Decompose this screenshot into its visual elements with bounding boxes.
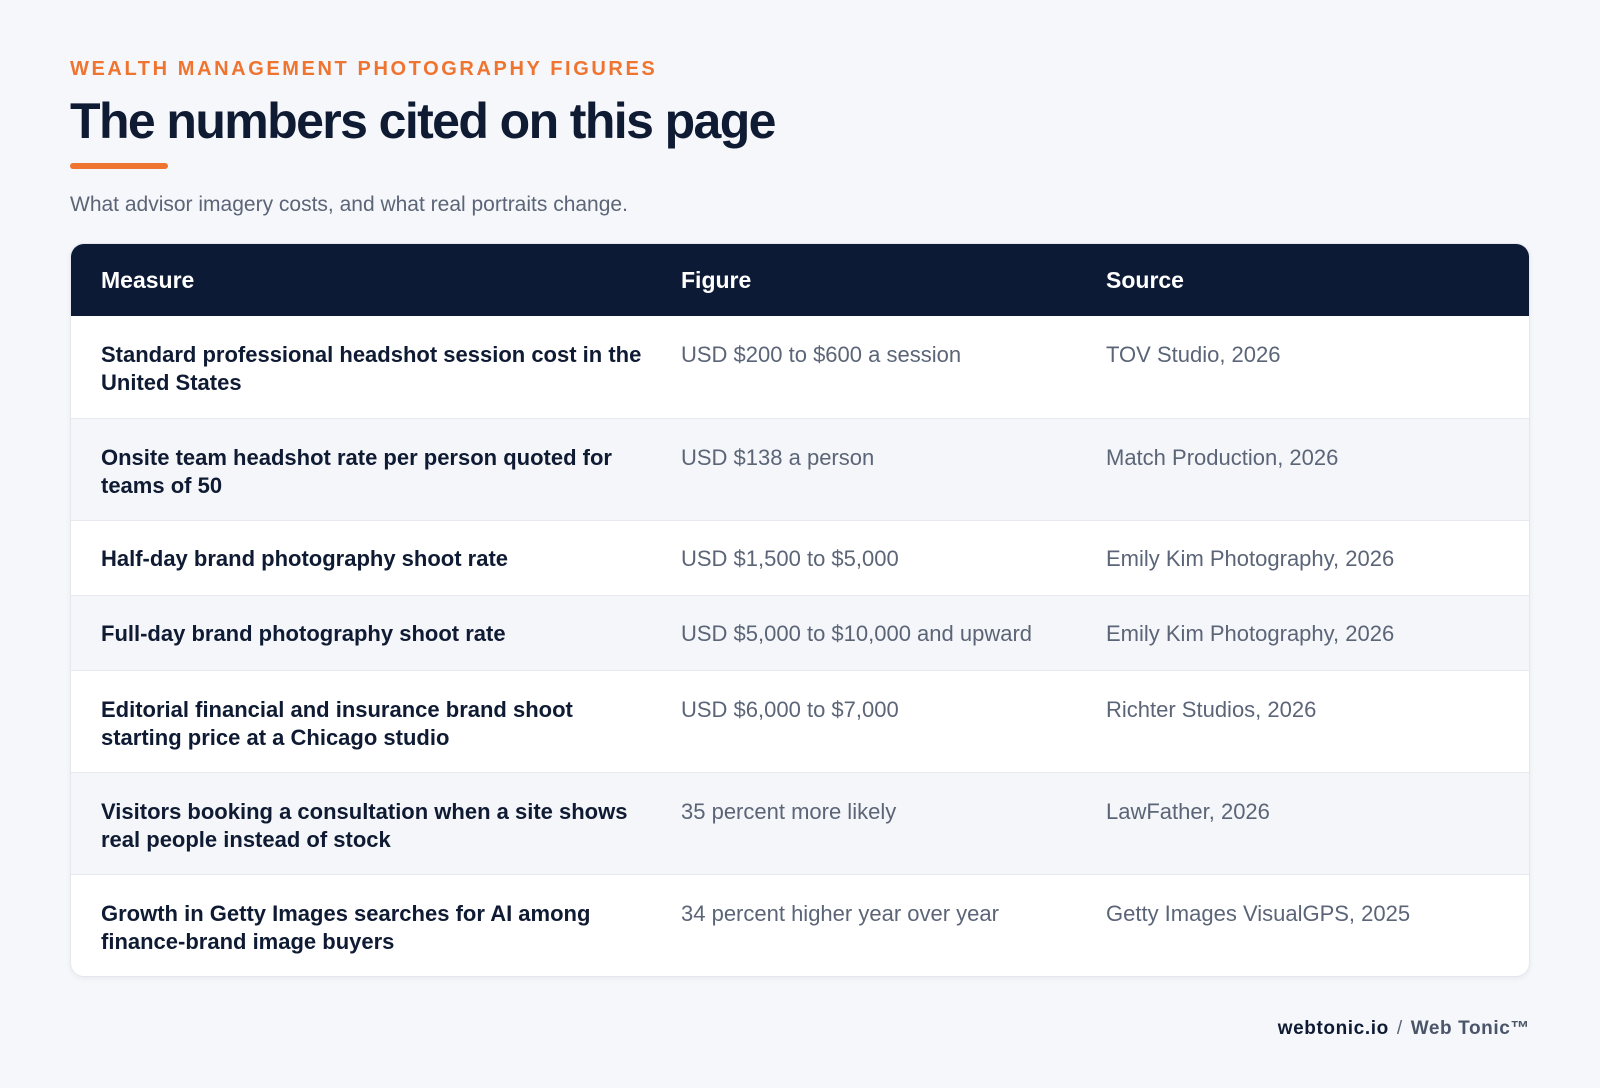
figures-table — [70, 243, 1530, 977]
source-cell: Emily Kim Photography, 2026 — [1106, 546, 1395, 571]
table-row — [71, 316, 1529, 418]
figure-cell: 34 percent higher year over year — [681, 901, 999, 926]
table-header — [71, 244, 1529, 316]
footer-brand: Web Tonic™ — [1410, 1018, 1530, 1039]
figure-cell: USD $1,500 to $5,000 — [681, 546, 899, 571]
table-row — [71, 772, 1529, 874]
title-accent-bar — [70, 163, 168, 169]
table-row — [71, 874, 1529, 976]
source-cell: Richter Studios, 2026 — [1106, 697, 1317, 722]
footer-domain: webtonic.io — [1277, 1018, 1389, 1039]
measure-cell: Visitors booking a consultation when a site shows real people instead of stock — [101, 799, 628, 852]
table-row — [71, 418, 1529, 520]
column-header-figure: Figure — [681, 266, 752, 293]
table-row — [71, 670, 1529, 772]
eyebrow-label: WEALTH MANAGEMENT PHOTOGRAPHY FIGURES — [70, 58, 658, 80]
table-body — [71, 316, 1529, 976]
source-cell: TOV Studio, 2026 — [1106, 342, 1281, 367]
footer-separator: / — [1396, 1018, 1403, 1039]
source-cell: Emily Kim Photography, 2026 — [1106, 621, 1395, 646]
column-header-source: Source — [1106, 266, 1184, 293]
figure-cell: USD $6,000 to $7,000 — [681, 697, 899, 722]
table-row — [71, 595, 1529, 670]
measure-cell: Standard professional headshot session cost in the United States — [101, 342, 642, 395]
measure-cell: Full-day brand photography shoot rate — [101, 621, 506, 646]
measure-cell: Half-day brand photography shoot rate — [101, 546, 509, 571]
column-header-measure: Measure — [101, 266, 195, 293]
measure-cell: Growth in Getty Images searches for AI among finance-brand image buyers — [101, 901, 591, 954]
page-title: The numbers cited on this page — [70, 93, 775, 149]
page-subtitle: What advisor imagery costs, and what real portraits change. — [70, 193, 628, 216]
source-cell: LawFather, 2026 — [1106, 799, 1270, 824]
table-row — [71, 520, 1529, 595]
footer-credit — [1278, 1018, 1530, 1040]
measure-cell: Onsite team headshot rate per person quoted for teams of 50 — [101, 445, 612, 498]
figure-cell: USD $200 to $600 a session — [681, 342, 962, 367]
figure-cell: 35 percent more likely — [681, 799, 897, 824]
source-cell: Getty Images VisualGPS, 2025 — [1106, 901, 1411, 926]
figure-cell: USD $138 a person — [681, 445, 875, 470]
source-cell: Match Production, 2026 — [1106, 445, 1339, 470]
figure-cell: USD $5,000 to $10,000 and upward — [681, 621, 1033, 646]
measure-cell: Editorial financial and insurance brand shoot starting price at a Chicago studio — [101, 697, 573, 750]
